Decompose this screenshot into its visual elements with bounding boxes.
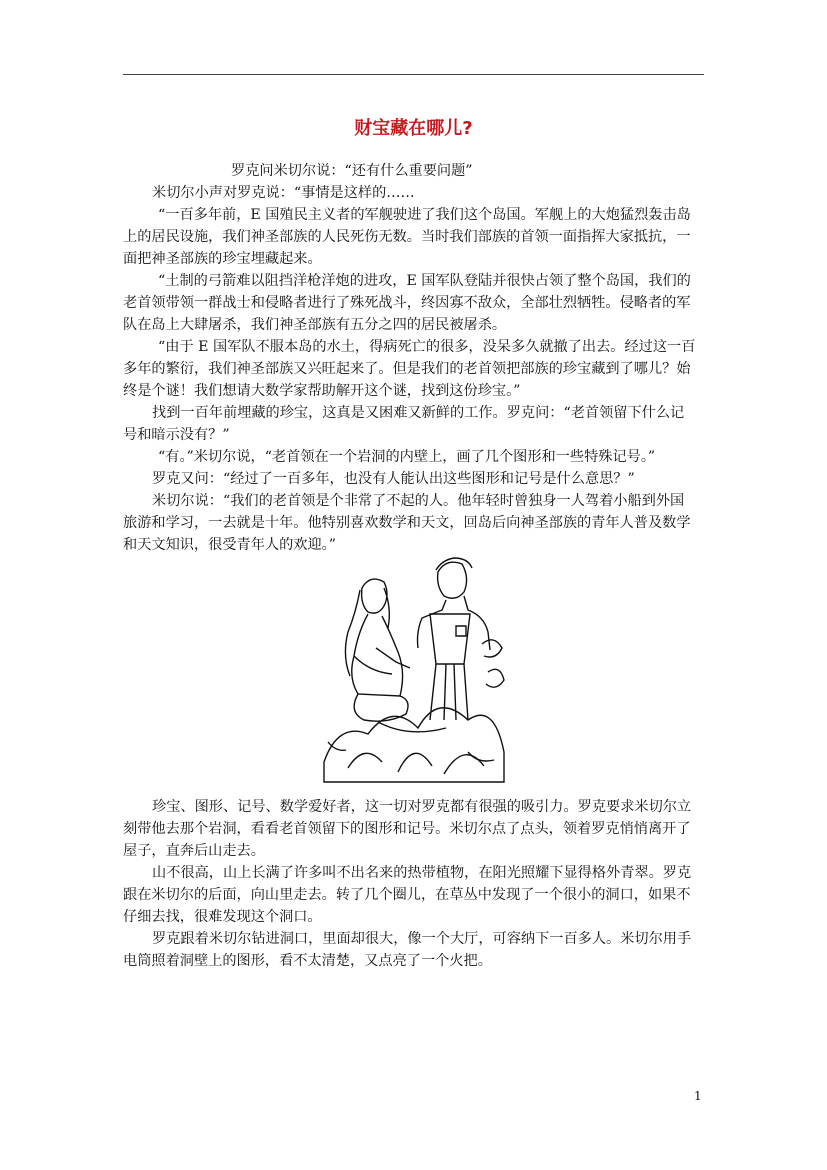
page-title: 财宝藏在哪儿? <box>354 118 473 139</box>
text-line: 跟在米切尔的后面，向山里走去。转了几个圈儿，在草丛中发现了一个很小的洞口，如果不 <box>123 887 691 903</box>
text-line: 上的居民设施，我们神圣部族的人民死伤无数。当时我们部族的首领一面指挥大家抵抗，一 <box>123 229 691 245</box>
text-line: 罗克又问：“经过了一百多年，也没有人能认出这些图形和记号是什么意思？” <box>152 471 635 487</box>
text-line: 刻带他去那个岩洞，看看老首领留下的图形和记号。米切尔点了点头，领着罗克悄悄离开了 <box>123 821 691 837</box>
text-line: 电筒照着洞壁上的图形，看不太清楚，又点亮了一个火把。 <box>123 953 492 969</box>
illustration-two-figures <box>318 552 508 792</box>
text-line: “土制的弓箭难以阻挡洋枪洋炮的进攻，E 国军队登陆并很快占领了整个岛国，我们的 <box>158 273 691 289</box>
text-line: 仔细去找，很难发现这个洞口。 <box>123 909 322 925</box>
text-line: “由于 E 国军队不服本岛的水土，得病死亡的很多，没呆多久就撤了出去。经过这一百 <box>158 339 696 355</box>
text-line: 号和暗示没有？” <box>123 427 230 443</box>
text-line: 米切尔小声对罗克说：“事情是这样的…… <box>152 185 415 201</box>
text-line: 米切尔说：“我们的老首领是个非常了不起的人。他年轻时曾独身一人驾着小船到外国 <box>152 493 685 509</box>
header-rule <box>123 74 704 75</box>
text-line: 山不很高，山上长满了许多叫不出名来的热带植物，在阳光照耀下显得格外青翠。罗克 <box>152 865 692 881</box>
text-line: 多年的繁衍，我们神圣部族又兴旺起来了。但是我们的老首领把部族的珍宝藏到了哪儿？始 <box>123 361 691 377</box>
text-line: 珍宝、图形、记号、数学爱好者，这一切对罗克都有很强的吸引力。罗克要求米切尔立 <box>152 799 692 815</box>
text-line: 旅游和学习，一去就是十年。他特别喜欢数学和天文，回岛后向神圣部族的青年人普及数学 <box>123 515 691 531</box>
text-line: 屋子，直奔后山走去。 <box>123 843 265 859</box>
text-line: 罗克问米切尔说：“还有什么重要问题” <box>231 163 473 179</box>
text-line: 找到一百年前埋藏的珍宝，这真是又困难又新鲜的工作。罗克问：“老首领留下什么记 <box>152 405 685 421</box>
text-line: 队在岛上大肆屠杀，我们神圣部族有五分之四的居民被屠杀。 <box>123 317 507 333</box>
text-line: 和天文知识，很受青年人的欢迎。” <box>123 537 336 553</box>
text-line: 罗克跟着米切尔钻进洞口，里面却很大，像一个大厅，可容纳下一百多人。米切尔用手 <box>152 931 692 947</box>
page-number: 1 <box>694 1089 702 1103</box>
text-line: “有。”米切尔说，“老首领在一个岩洞的内壁上，画了几个图形和一些特殊记号。” <box>158 449 656 465</box>
text-line: 面把神圣部族的珍宝埋藏起来。 <box>123 251 322 267</box>
text-line: 终是个谜！我们想请大数学家帮助解开这个谜，找到这份珍宝。” <box>123 383 521 399</box>
text-line: “一百多年前，E 国殖民主义者的军舰驶进了我们这个岛国。军舰上的大炮猛烈轰击岛 <box>158 207 691 223</box>
text-line: 老首领带领一群战士和侵略者进行了殊死战斗，终因寡不敌众，全部壮烈牺牲。侵略者的军 <box>123 295 691 311</box>
